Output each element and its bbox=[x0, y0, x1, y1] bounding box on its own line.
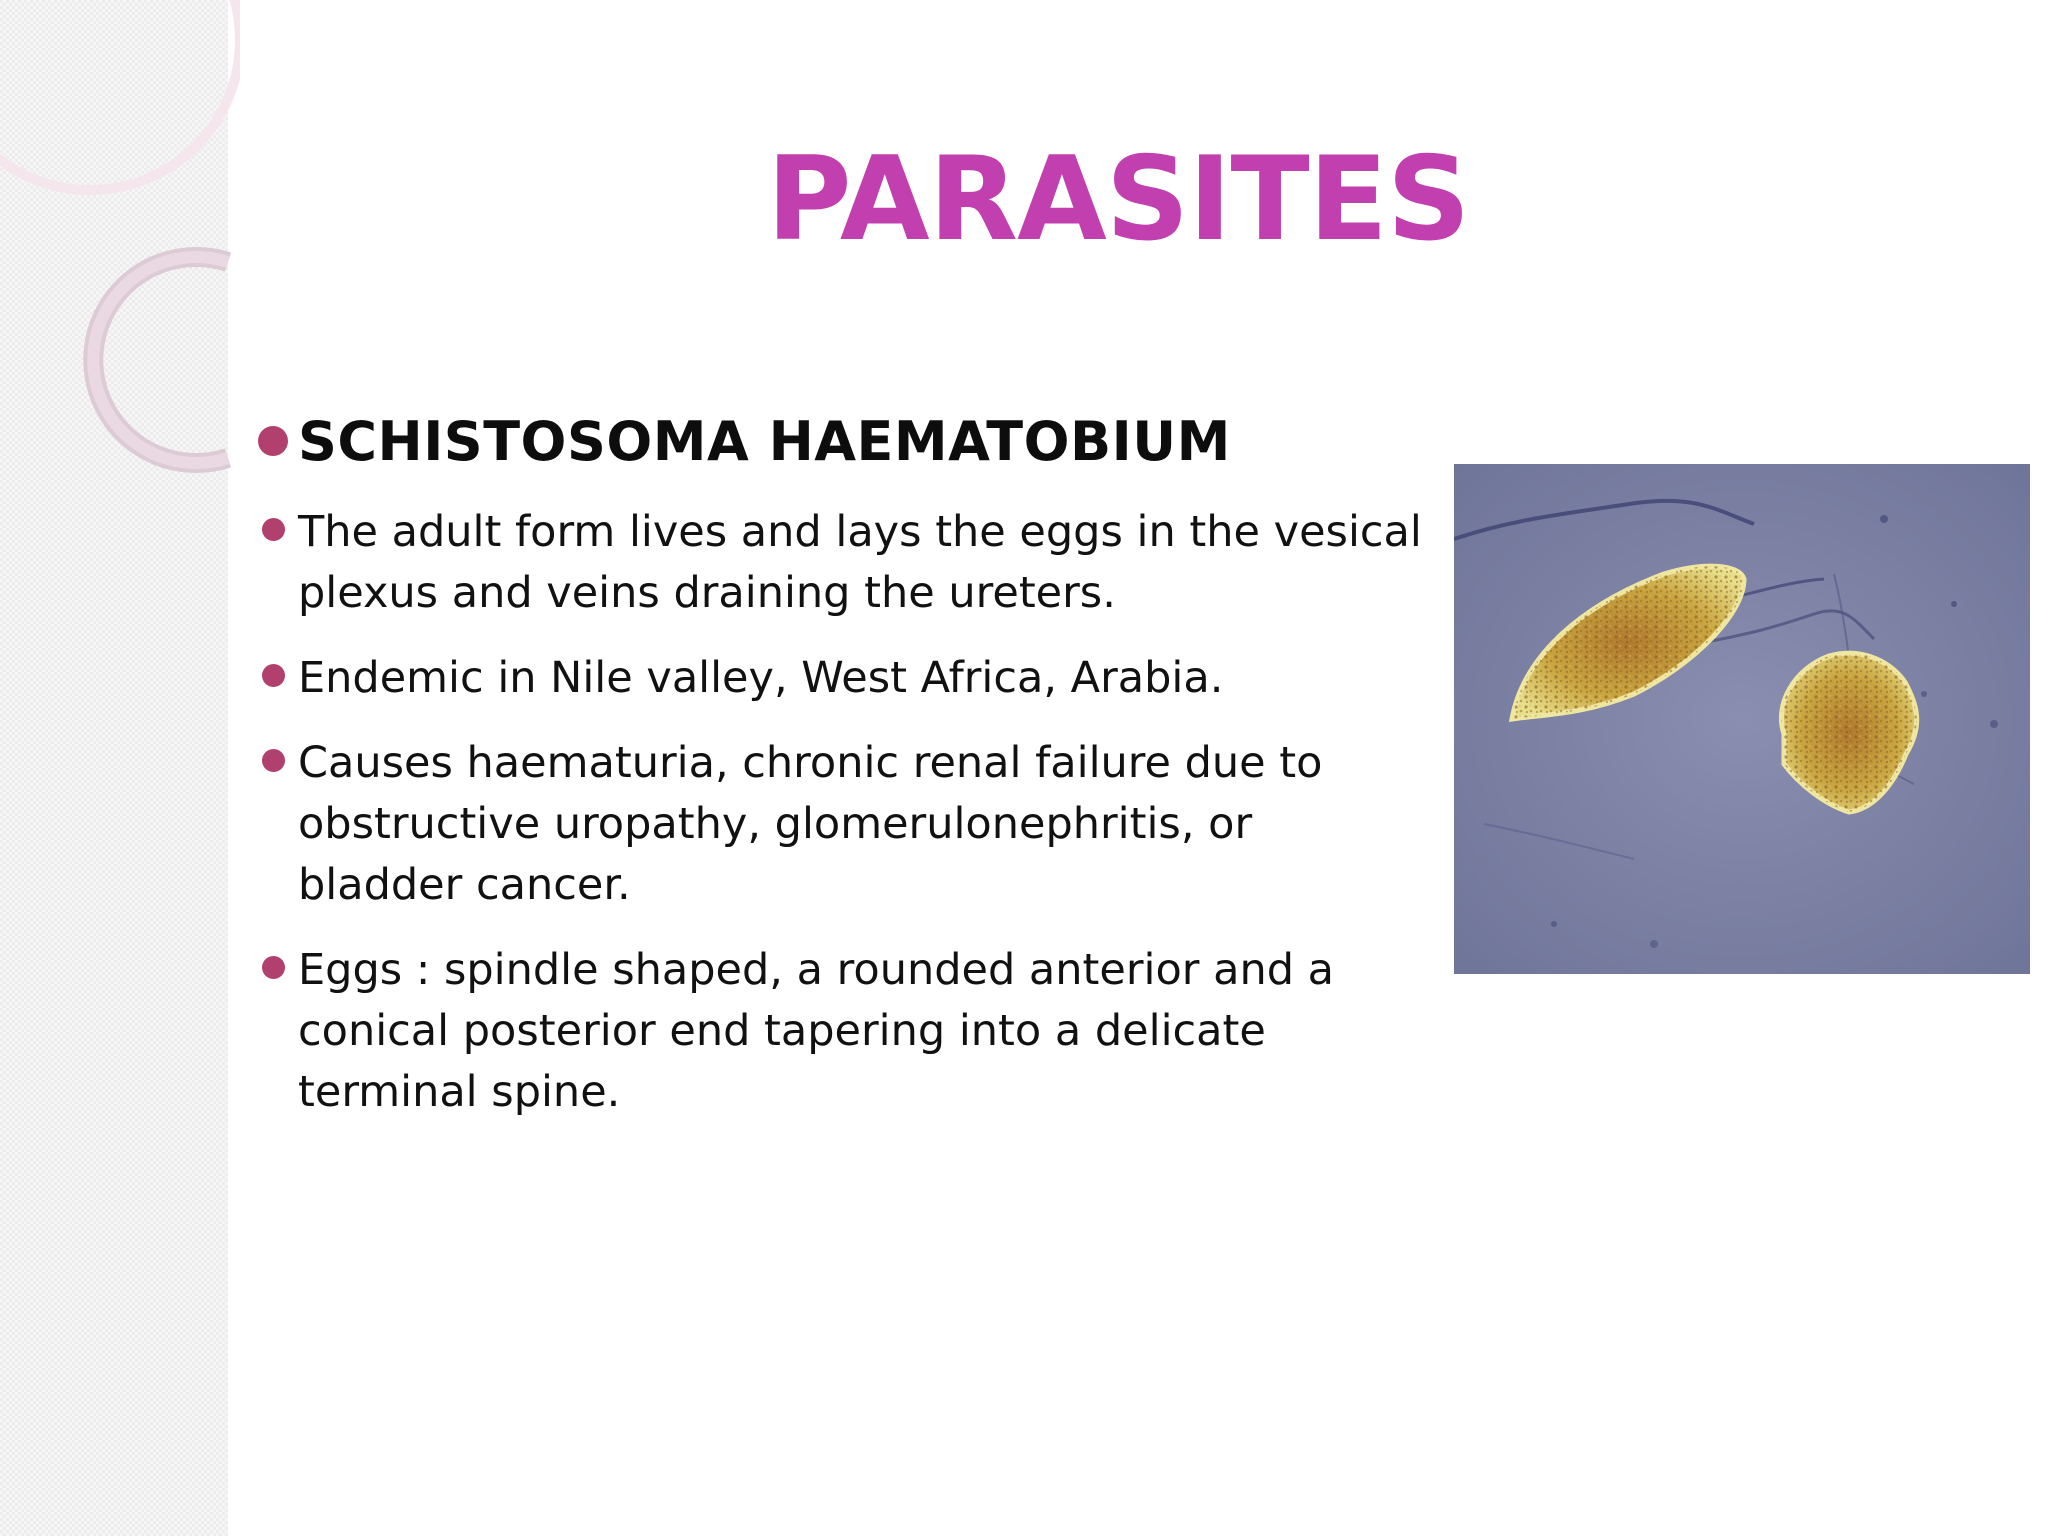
decorative-ring-middle bbox=[93, 257, 228, 463]
decorative-ring-top bbox=[0, 0, 240, 190]
bullet-dot-icon bbox=[262, 749, 285, 772]
decorative-circles bbox=[0, 0, 240, 500]
heading-text: SCHISTOSOMA HAEMATOBIUM bbox=[298, 410, 1231, 473]
bullet-text: Endemic in Nile valley, West Africa, Arabia. bbox=[298, 653, 1224, 703]
bullet-item bbox=[256, 648, 1426, 709]
bullet-dot-icon bbox=[262, 664, 285, 687]
bullet-item bbox=[256, 502, 1426, 624]
bullet-dot-icon bbox=[258, 426, 288, 456]
schistosoma-eggs-micrograph bbox=[1454, 464, 2030, 974]
micrograph-image bbox=[1454, 464, 2030, 974]
bullet-text: The adult form lives and lays the eggs in the vesical plexus and veins draining the ureters. bbox=[298, 507, 1422, 618]
slide-title: PARASITES bbox=[766, 132, 1470, 267]
bullet-heading bbox=[256, 404, 1426, 480]
bullet-item bbox=[256, 940, 1426, 1123]
bullet-text: Causes haematuria, chronic renal failure due to obstructive uropathy, glomerulonephritis, or bladder cancer. bbox=[298, 738, 1323, 910]
slide-content bbox=[256, 404, 1426, 1147]
bullet-dot-icon bbox=[262, 956, 285, 979]
bullet-text: Eggs : spindle shaped, a rounded anterior and a conical posterior end tapering into a delicate terminal spine. bbox=[298, 945, 1335, 1117]
bullet-dot-icon bbox=[262, 518, 285, 541]
micrograph-background bbox=[1454, 464, 2030, 974]
bullet-item bbox=[256, 733, 1426, 916]
